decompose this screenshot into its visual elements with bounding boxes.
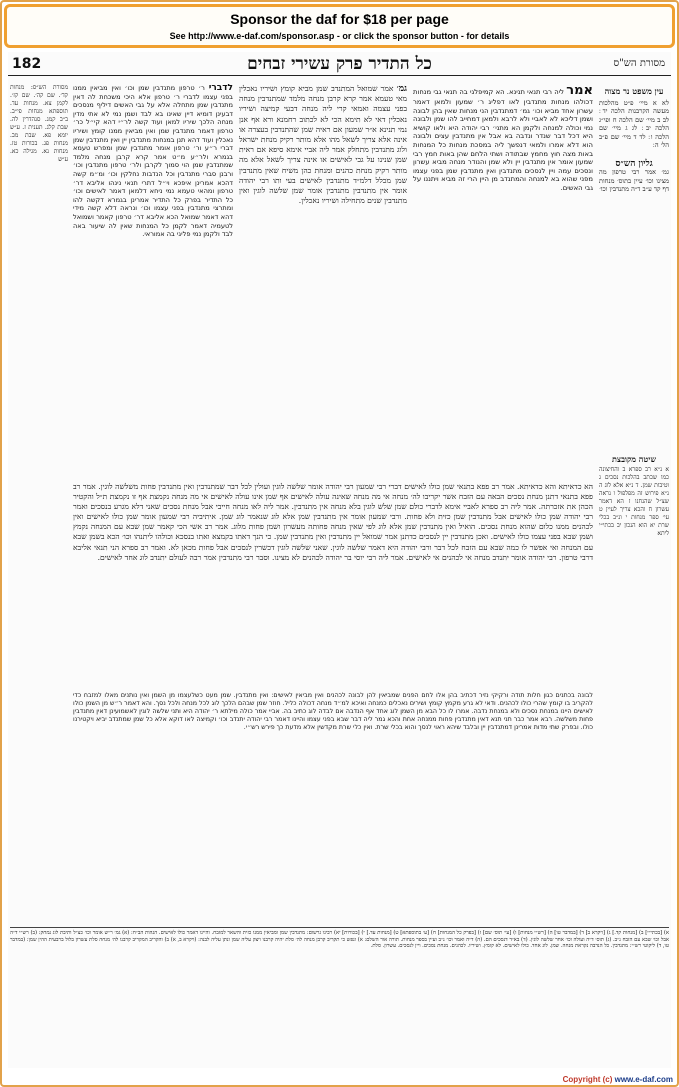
rashi-opening-word: אמר: [566, 84, 593, 98]
ein-mishpat-text: לא א מיי׳ פ״ט מהלכות מעשה הקרבנות הלכה יד ׃ לב ב מיי׳ שם הלכה ח ופי״ג הלכה יב ׃ לג ג מיי׳ שם הלכה ו ׃ לד ד מיי׳ שם פ״ב הל׳ ה ׃: [599, 98, 669, 149]
masoret-hashas-column: [10, 84, 68, 784]
rashi-text: ליה רבי תנאי תנינא. הא קמיפלגי בה תנאי גבי מנחות דכולהו מנחות מתנדבין לאו דפליג ר׳ שמעון ולמאן דאמר עשרון אחד מביא וכו׳ גמ׳ דמתנדבין הני מנחות שאין בהן לבונה ושמן דליכא לא לאביי ולא לרבא ולמאן דמחייב להו שמן ולבונה נמי וכולה למנחה ולקמן הא מתני׳ רבי יהודה היא ולאו קושיא היא דכל דבר שנדר ונדבה בא אבל אין מתנדבין עצים ולבונה הוא דלא אמרו ולמאי דנפשך ליה במסכת מנחות כל המנחות באות מצה חוץ מחמץ שבתודה ושתי הלחם שהן באות חמץ רבי שמעון אומר אין מתנדבין יין ולא שמן והנודר מנחה מביא עשרון ונסכים עמה ויין לנסכים מתנדבין ואין מתנדבין שמן בפני עצמו מפני שהוא בא למנחה והמתנדב מן היין הרי זה מביא ויתננו על גבי האשים.: [413, 88, 593, 192]
shita-mekubetzet-text: א נ״א רב ספרא ב והחיצונה כמו שכתב בהלכות נסכים ג וטיבות שמן. ד נ״א אלא לוג ה נ״א פירוש זה מפלפול ו נראה שצ״ל שהנחנו ז הא דאמר עשרון ח והכא צריך לעיין ט עי׳ ספר מנחות י ונ״ב בכלי שרת יא הוא הנכון יב בכתי״י ליתא: [599, 466, 669, 537]
sponsor-banner[interactable]: [4, 4, 675, 48]
copyright-site-link[interactable]: www.e-daf.com: [614, 1075, 673, 1084]
footnotes-block: [10, 927, 669, 1057]
sponsor-title[interactable]: Sponsor the daf for $18 per page: [230, 11, 449, 27]
page-title: כל התדיר פרק עשירי זבחים: [247, 54, 432, 74]
gemara-wide-text: הא כדאיתא והא כדאיתא. אמר רב פפא בתנאי שמן כולו לאישים דברי רבי שמעון רבי יהודה אומר שלשה לוגין ועולין לכל דבר שמתנדבין ואין מתנדבין פחות משלשה לוגין. אמר רב פפא בתנאי דתנן מנחת נסכים הבאה עם הזבח אשר יקריבו לה׳ מנחה אי מה מנחה שאינה עולה לאישים אף שמן אינו עולה לאישים אי מה מנחה נקמצת אף זו נקמצת ת״ל והקטיר הכהן את אזכרתה. אמר ליה רב ספרא לאביי אימא לדברי כולם שמן שלש לוגין בלא מנחה אין מתנדבין. אמר ליה לאו מנחה חייבי אבל מנחת נסכים שאני דלא מגרע בנסכים ואמר רבי יהודה שמן כולו לאישים אבל מתנדבין שמן כזית ולא פחות. ורבי שמעון אומר אין מתנדבין שמן אלא לוג שנאמר לוג שמן. איתיביה רבי שמעון אומר שמן כולו לאישים ואין לכהנים ממנו כלום שהוא מנחת נסכים. הואיל ואין מתנדבין שמן אלא לוג לפי שאין מנחה פחותה מעשרון ושמן פחות מלוג. אמר רב אשי הכי קאמר שמן שבא עם המנחה נקמץ ושמן שבא בפני עצמו כולו לאישים. ואכן מתנדבין יין לנסכים כדתנן אמר שמואל יין מתנדבין ואין מתנדבין שמן. כי הנך דאתו בקמצא ואתו בנסכא וכולהו ליתנהו וכו׳ הכא בשמן שבא עם המנחה ואי אפשר לו כמה שבא עם הזבח לכל דבר ורבי יהודה היא דאמר שלשה לוגין. שאני שלשה לוגין דכשרין לנסכים אבל פחות מכאן לא. ואמר רב ספרא הני תנאי אליבא דרבי טרפון. רבי יהודה אומר יתנדב מנחה אי לכהנים אי לאישים. אמר ליה רבי יוסי בר יהודה לכהנים לא מצינו. וסבר רבי מתנדבין אמר רבה לעולם יתנדב לוג אחד לאישים.: [73, 482, 593, 562]
gemara-opening-word: גמ׳: [396, 84, 407, 94]
masoret-label: מסורת הש"ס: [613, 58, 665, 69]
page-number: 182: [12, 56, 42, 72]
gemara-wide-block: [73, 482, 593, 687]
copyright-prefix: Copyright (c): [562, 1075, 613, 1084]
daf-page: [8, 52, 671, 1068]
shita-mekubetzet-label: שיטה מקובצת: [612, 454, 656, 464]
bottom-commentary-text: לבונה בכתנים כגון חלות תודה ורקיקי נזיר דכתיב בהן אלו לחם הפנים שמביאין להן לבונה לכהנים ואין מביאין לאישים: ואין מתנדבין. שמן מעט כשלעצמו מן השמן ואין נותנים מאלו למזבח כדי להקריב בו קומץ שהרי כולו לכהנים. ודאי לא גרע מקמץ קומץ ושירים נאכלים כמנחה ואיכא למ״ד מנחה דכולה כליל. חוזר שמן שבהם הלכך לוג לכל מנחה ולכל נסך. והא דאמר ר״ש מן השמן כולו לאישים היינו במנחת נסכים ולא במנחת נדבה. אמרו לו כל הבא מן השמן לוג אחד אף הנדבה אם לבדה לוג כתיב בה. אביי אמר כולה מילתא ר׳ יהודה היא ותני שלשה לוגין לאשמועינן דאין מתנדבין פחות משלשה. רבא אמר כבר תני תנא דאין מתנדבין פחות ממנחה אחת והכא גמר ליה דבר שבא בפני עצמו והיינו דאמר רבי יהודה יתנדב וכו׳ וקמיצה לאו דוקא אלא כל שמן שמתנדב יביא ויקטירנו כולו. ובפרק שתי מדות אמרינן דמתנדבין יין ובלבד שיהא ראוי לנסך והוא בכלי שרת. ואין כלי שרת מקדשין אלא מדעת כך פירש רש״י.: [73, 692, 593, 731]
page-header: [8, 54, 671, 76]
rashi-column: [413, 84, 593, 534]
gemara-column: [239, 84, 407, 504]
tosafot-text: ר׳ טרפון מתנדבין שמן וכו׳ ואין מביאין ממנו בפני עצמו לדברי ר׳ טרפון אלא היכי משכחת לה דאין מתנדבין שמן מתחלה אלא על גבי האשים דיליף מנסכים דבעינן דומיא דיין שאינו בא לבד ושמן נמי לא אתי מדין מנחה הלכך שיריו למאן ועוד קשה לר״י דהא קי״ל כר׳ טרפון דאמר מתנדבין שמן ואין מביאין ממנו קומץ ושיריו נאכלין ועוד דהא תנן במנחות מתנדבין יין ואין מתנדבין שמן דברי ר״ע ור׳ טרפון אומר מתנדבין שמן ומפרש טעמא בגמרא ולר״ע מ״ט אמר קרא קרבן מנחה מלמד שמתנדבין שמן הוי סמוך לקרבן ולר׳ טרפון מתנדבין וכו׳ ורבנן סברי מתנדבין וכל הנדבות נחלקין וכו׳ ומ״מ קשה דהכא אמרינן איפכא וי״ל דתרי תנאי נינהו אליבא דר׳ טרפון ומהאי טעמא נמי ניחא דלמאן דאמר לאישים וכו׳ כל התדיר בפרק כל התדיר אמרינן בגמרא דקשה להו ומתרצי מתנדבין בפני עצמו וכו׳ ונראה דלא קשה מידי דהא דאמר שמואל הכא אליבא דר׳ טרפון קאמר ושמואל לטעמיה דאמר לקמן כל המנחות שאין לה שיעור באה לבד ולקמן נמי פליגי בה אמוראי.: [73, 84, 233, 239]
footnotes-text: א) [בכתי״י] ב) [מנחות קד.] ג) [ויקרא ב] ד) [במדבר טו] ה) [רש״י מנחות] ו) [עי׳ תוס׳ שם] ז) [בפרק כל המנחות] ח) [ע׳ בתוספתא] ט) [מנחות עד.] י) [בכורות] יא) רבינו גרשום: מתנדבין שמן ומביאין ממנו כזית והשאר למזבח. והיינו דאמר כולו לאישים. הגהות הב״ח: (א) גמ׳ ר״ש אומר וכו׳ כצ״ל ותיבת לוג נמחק: (ב) רש״י ד״ה אבל וכו׳ שבא עם הזבח נ״ב. (ג) תוס׳ ד״ה ועולה וכו׳ אחר שלשה לוגין. (ד) בא״ד דנסכים הם. (ה) ד״ה ואמר וכו׳ נ״ב ועיין בספר מנחות. תורה אור השלם: א) ונפש כי תקריב קרבן מנחה לה׳ סלת יהיה קרבנו ויצק עליה שמן ונתן עליה לבנה: (ויקרא ב, א) ב) והקריב המקריב קרבנו לה׳ מנחה סלת עשרון בלול ברבעית ההין שמן: (במדבר טו, ד) ליקוטי רש״י: מתנדבין. כל הנדבה נקראת מנחה. שמן. לוג אחד. כולו לאישים. לא קומץ. ושיריו. לכהנים. מנחת נסכים. ויין לנסכים. עשרון. סלת.: [10, 930, 669, 950]
ein-mishpat-column: [599, 84, 669, 444]
shita-mekubetzet-column: [599, 452, 669, 922]
masoret-hashas-text: מסורת הש״ס: מנחות קד׳. שם קה׳. שם קז׳. לקמן צא. מנחות עד. תוספתא מנחות פי״ב. ב״ב קמג. סנהדרין לה. שבת קלג. תענית ז. ע״ש יומא פא. שבת מב. מנחות פג. בכורות טז. מנחות נא. מגילה כא. ע״ש: [10, 84, 68, 163]
tosafot-opening-word: לדברי: [208, 84, 233, 93]
gilyon-label: גליון הש״ס: [615, 158, 653, 169]
gilyon-text: גמ׳ אמר רבי טרפון מה מצינו וכו׳ עיין בתוס׳ מנחות דף קד ע״ב ד״ה מתנדבין וכו׳: [599, 168, 669, 193]
bottom-commentary-block: [73, 692, 593, 922]
ein-mishpat-label: עין משפט נר מצוה: [604, 86, 664, 96]
copyright-notice[interactable]: [0, 1075, 673, 1084]
sponsor-subtitle[interactable]: See http://www.e-daf.com/sponsor.asp - or click the sponsor button - for details: [169, 31, 510, 41]
gemara-text: אמר שמואל המתנדב שמן מביא קומץ ושיריו נאכלין מאי טעמא אמר קרא קרבן מנחה מלמד שמתנדבין מנחה בפני עצמה ואמאי קרי ליה מנחה דבעי קמיצה ושיריו נאכלין דאי לא תימא הכי לא לכתוב רחמנא ורא אף אנן נמי תנינא א״ר שמעון אם ראיה שמן שהתנדבין בעצרה או אינה אלא צריך לשאל מהו אלא מותר רקיק מנחת ישראל ולוג מתנדבין מתחלק אמר ליה אביי אימא סיפא אם ראית שמן שנינו על גבי לאישים או אינה צריך לשאל אלא מה מותר רקיק מנחת כהנים ומנחת כהן משיח שאין מתנדבין שמן מכלל דלמ״ד מתנדבין לאישים בעי ותו רבי יהודה אומר אין מתנדבין מתנדבין אומר שמן שלשה לוגין ואין מתנדבין שנים מתחילה ושיריו נאכלין.: [239, 84, 407, 206]
